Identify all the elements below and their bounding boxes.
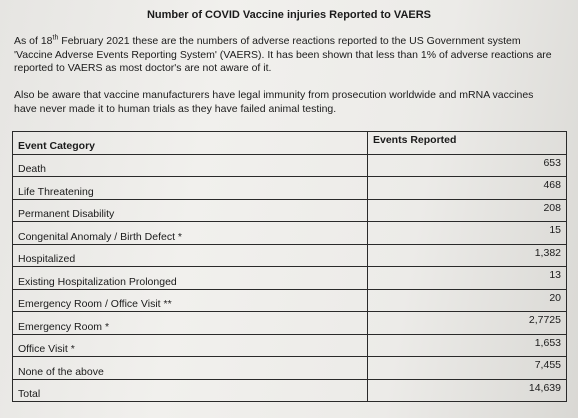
event-category-cell: Life Threatening	[13, 177, 368, 200]
table-row	[13, 154, 567, 177]
event-category-cell: Permanent Disability	[13, 199, 368, 222]
table-row	[13, 222, 567, 245]
table-row	[13, 379, 567, 402]
events-reported-cell: 653	[368, 154, 567, 177]
event-category-cell: Total	[13, 379, 368, 402]
events-reported-cell: 14,639	[368, 379, 567, 402]
events-reported-cell: 468	[368, 177, 567, 200]
events-reported-cell: 1,653	[368, 334, 567, 357]
table-row	[13, 334, 567, 357]
events-reported-cell: 208	[368, 199, 567, 222]
event-category-cell: None of the above	[13, 357, 368, 380]
intro-text-start: As of 18	[14, 35, 53, 47]
intro-text-rest: February 2021 these are the numbers of adverse reactions reported to the US Government system 'Vaccine Adverse Events Reporting System' (VAERS). It has been shown that less than 1% of adverse reactions are reported to VAERS as most doctor's are not aware of it.	[14, 35, 552, 74]
header-event-category: Event Category	[13, 132, 368, 155]
event-category-cell: Death	[13, 154, 368, 177]
event-category-cell: Office Visit *	[13, 334, 368, 357]
events-reported-cell: 13	[368, 267, 567, 290]
header-events-reported: Events Reported	[368, 132, 567, 155]
table-row	[13, 312, 567, 335]
table-header-row	[13, 132, 567, 155]
events-reported-cell: 7,455	[368, 357, 567, 380]
table-row	[13, 199, 567, 222]
injuries-table	[12, 131, 567, 402]
event-category-cell: Emergency Room / Office Visit **	[13, 289, 368, 312]
table-row	[13, 244, 567, 267]
events-reported-cell: 1,382	[368, 244, 567, 267]
events-reported-cell: 2,7725	[368, 312, 567, 335]
intro-paragraph	[14, 35, 554, 76]
event-category-cell: Emergency Room *	[13, 312, 368, 335]
table-row	[13, 267, 567, 290]
event-category-cell: Existing Hospitalization Prolonged	[13, 267, 368, 290]
table-row	[13, 177, 567, 200]
event-category-cell: Hospitalized	[13, 244, 368, 267]
events-reported-cell: 20	[368, 289, 567, 312]
warning-paragraph: Also be aware that vaccine manufacturers have legal immunity from prosecution worldwide and mRNA vaccines have never made it to human trials as they have failed animal testing.	[14, 89, 534, 115]
table-row	[13, 357, 567, 380]
event-category-cell: Congenital Anomaly / Birth Defect *	[13, 222, 368, 245]
events-reported-cell: 15	[368, 222, 567, 245]
table-row	[13, 289, 567, 312]
date-ordinal-suffix: th	[52, 34, 59, 42]
document-title: Number of COVID Vaccine injuries Reported to VAERS	[146, 9, 432, 21]
